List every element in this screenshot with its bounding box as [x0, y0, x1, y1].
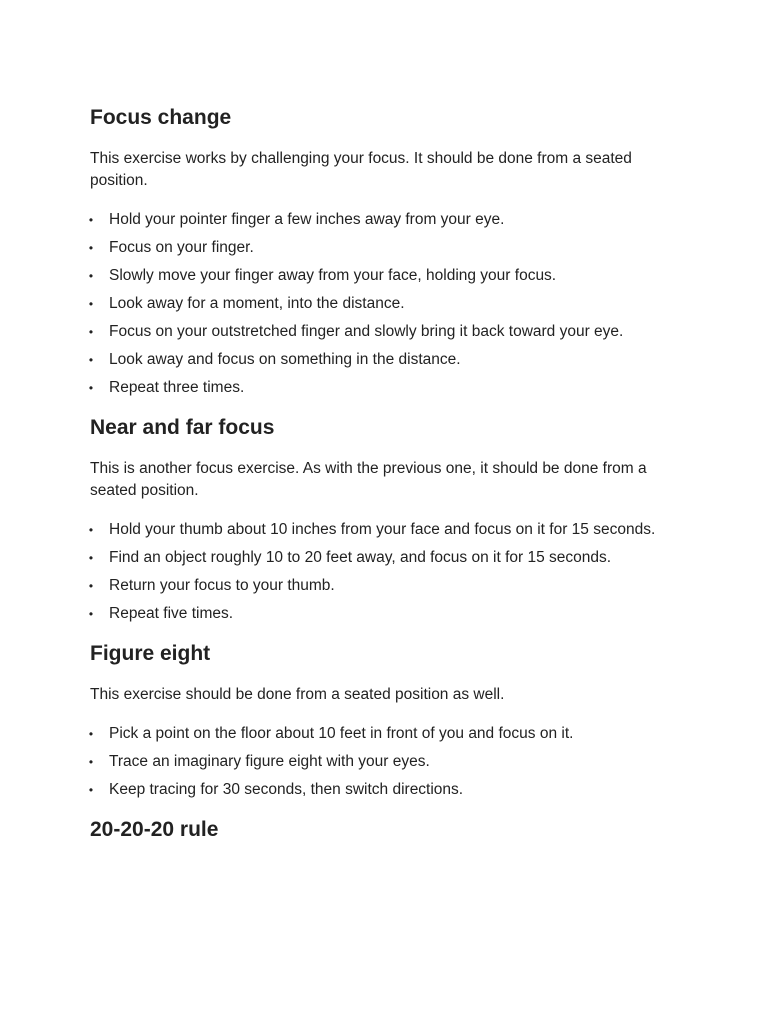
- step-list: [90, 209, 690, 399]
- list-item: [90, 321, 690, 343]
- bullet-icon: •: [88, 727, 94, 741]
- list-item-text: Trace an imaginary figure eight with your eyes.: [109, 753, 430, 770]
- step-list: [90, 723, 690, 801]
- list-item: [90, 209, 690, 231]
- list-item-text: Repeat five times.: [109, 605, 234, 622]
- bullet-icon: •: [88, 353, 94, 367]
- list-item-text: Slowly move your finger away from your face, holding your focus.: [109, 267, 557, 284]
- bullet-icon: •: [88, 579, 94, 593]
- bullet-icon: •: [88, 241, 94, 255]
- document-page: [90, 103, 690, 857]
- bullet-icon: •: [88, 381, 94, 395]
- list-item-text: Repeat three times.: [109, 379, 245, 396]
- list-item-text: Hold your thumb about 10 inches from your face and focus on it for 15 seconds.: [109, 521, 656, 538]
- section-heading: Figure eight: [90, 642, 211, 665]
- list-item-text: Keep tracing for 30 seconds, then switch directions.: [109, 781, 464, 798]
- list-item: [90, 377, 690, 399]
- section-near-and-far-focus: [90, 413, 690, 625]
- section-heading: 20-20-20 rule: [90, 818, 219, 841]
- bullet-icon: •: [88, 325, 94, 339]
- section-intro: This exercise works by challenging your focus. It should be done from a seated position.: [90, 150, 632, 189]
- bullet-icon: •: [88, 213, 94, 227]
- section-heading: Near and far focus: [90, 416, 275, 439]
- list-item: [90, 349, 690, 371]
- bullet-icon: •: [88, 551, 94, 565]
- bullet-icon: •: [88, 607, 94, 621]
- list-item: [90, 237, 690, 259]
- list-item: [90, 723, 690, 745]
- list-item-text: Find an object roughly 10 to 20 feet away, and focus on it for 15 seconds.: [109, 549, 612, 566]
- list-item: [90, 751, 690, 773]
- list-item: [90, 265, 690, 287]
- step-list: [90, 519, 690, 625]
- list-item: [90, 603, 690, 625]
- section-heading: Focus change: [90, 106, 232, 129]
- list-item: [90, 293, 690, 315]
- section-intro: This is another focus exercise. As with the previous one, it should be done from a seated position.: [90, 460, 647, 499]
- list-item: [90, 575, 690, 597]
- section-figure-eight: [90, 639, 690, 801]
- list-item: [90, 519, 690, 541]
- section-focus-change: [90, 103, 690, 399]
- list-item-text: Focus on your outstretched finger and slowly bring it back toward your eye.: [109, 323, 624, 340]
- list-item-text: Look away for a moment, into the distance.: [109, 295, 405, 312]
- list-item-text: Return your focus to your thumb.: [109, 577, 335, 594]
- bullet-icon: •: [88, 297, 94, 311]
- bullet-icon: •: [88, 783, 94, 797]
- section-20-20-20-rule: [90, 815, 690, 845]
- bullet-icon: •: [88, 269, 94, 283]
- list-item-text: Look away and focus on something in the distance.: [109, 351, 461, 368]
- list-item-text: Pick a point on the floor about 10 feet in front of you and focus on it.: [109, 725, 574, 742]
- bullet-icon: •: [88, 523, 94, 537]
- list-item: [90, 547, 690, 569]
- list-item: [90, 779, 690, 801]
- bullet-icon: •: [88, 755, 94, 769]
- list-item-text: Hold your pointer finger a few inches away from your eye.: [109, 211, 505, 228]
- list-item-text: Focus on your finger.: [109, 239, 254, 256]
- section-intro: This exercise should be done from a seated position as well.: [90, 686, 505, 703]
